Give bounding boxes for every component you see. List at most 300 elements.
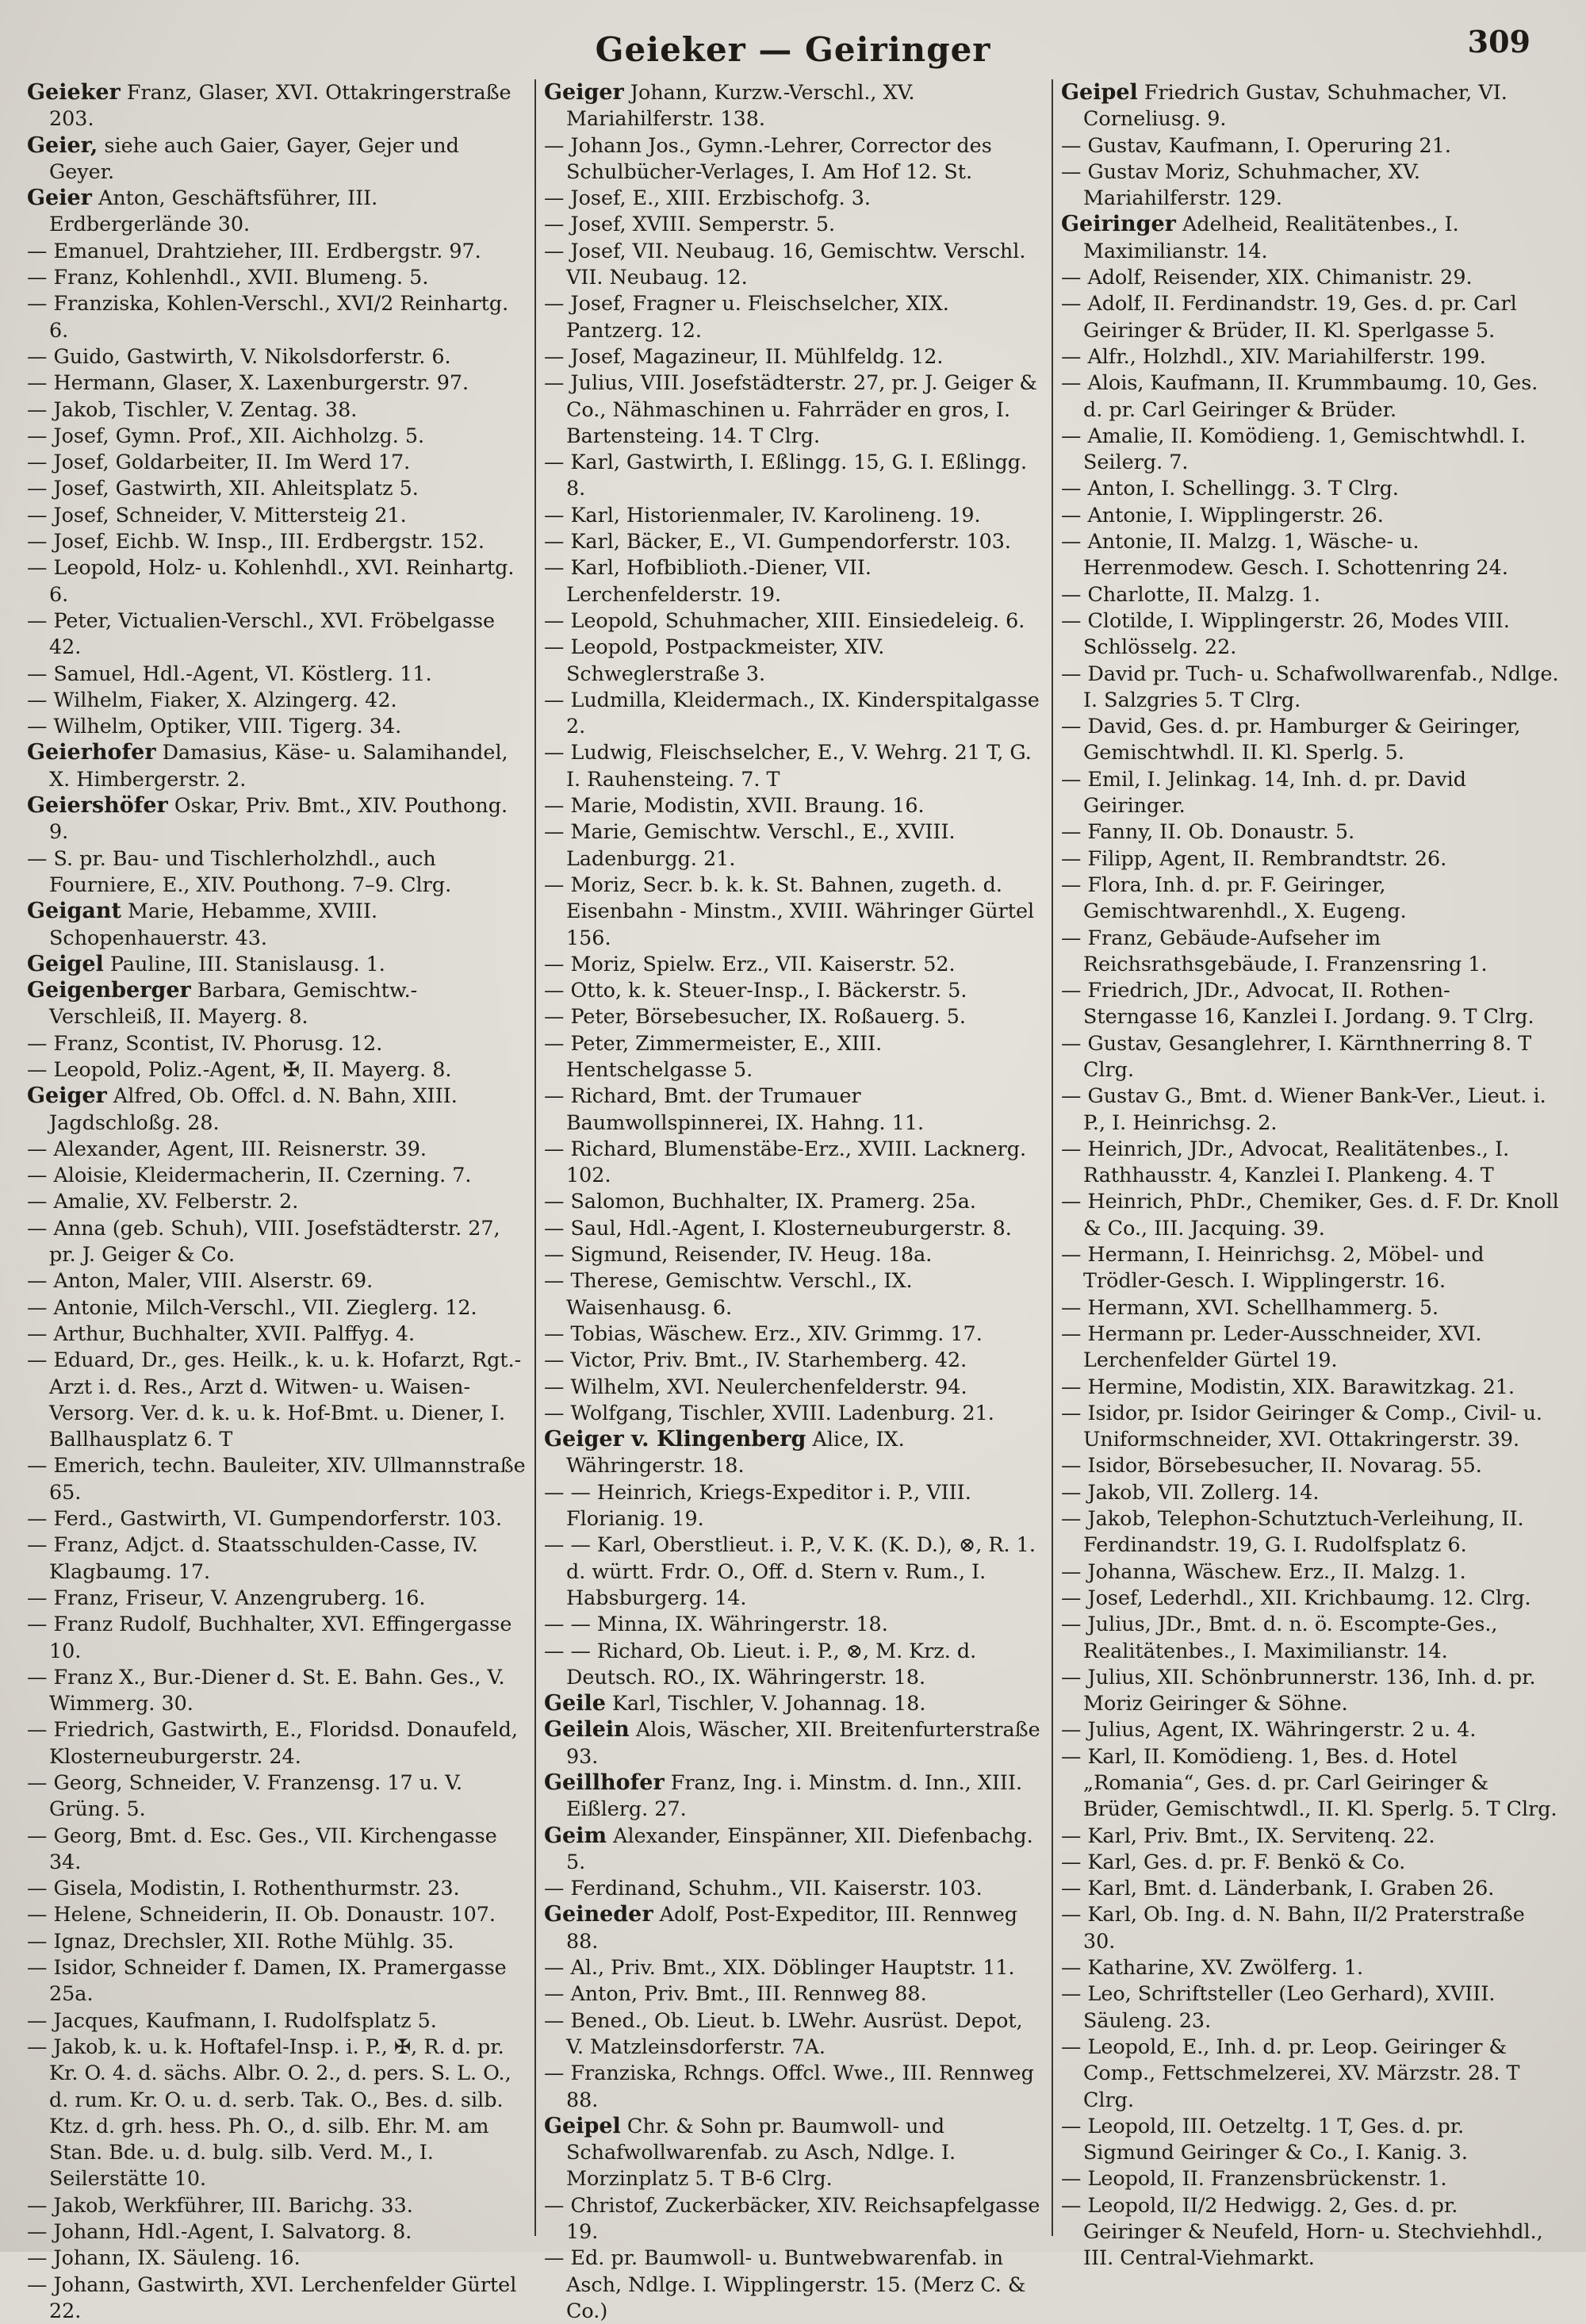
- entry-text: — Leopold, Holz- u. Kohlenhdl., XVI. Reinhartg. 6.: [27, 555, 515, 606]
- entry-text: — Franz, Adjct. d. Staatsschulden-Casse, IV. Klagbaumg. 17.: [27, 1532, 478, 1583]
- directory-entry: [1061, 1743, 1561, 1823]
- directory-entry: [544, 819, 1044, 872]
- directory-entry: [544, 608, 1044, 634]
- directory-entry: [27, 1611, 527, 1664]
- directory-entry: [1061, 819, 1561, 845]
- directory-entry: [1061, 2192, 1561, 2272]
- directory-entry: [27, 1083, 527, 1136]
- directory-entry: [544, 1083, 1044, 1136]
- entry-text: — Isidor, Börsebesucher, II. Novarag. 55.: [1061, 1453, 1482, 1478]
- directory-entry: [27, 1585, 527, 1611]
- entry-text: — Heinrich, PhDr., Chemiker, Ges. d. F. Dr. Knoll & Co., III. Jacquing. 39.: [1061, 1189, 1559, 1240]
- entry-text: — Franz Rudolf, Buchhalter, XVI. Effingergasse 10.: [27, 1612, 512, 1662]
- directory-entry: [27, 1321, 527, 1347]
- entry-text: — Alexander, Agent, III. Reisnerstr. 39.: [27, 1136, 427, 1160]
- entry-text: — Johann, Gastwirth, XVI. Lerchenfelder Gürtel 22.: [27, 2272, 517, 2322]
- entry-text: — — Karl, Oberstlieut. i. P., V. K. (K. D.), ⊗, R. 1. d. württ. Frdr. O., Off. d. Stern v. Rum., I. Habsburgerg. 14.: [544, 1532, 1036, 1609]
- entry-text: — Karl, Hofbiblioth.-Diener, VII. Lerchenfelderstr. 19.: [544, 555, 872, 606]
- directory-entry: [27, 343, 527, 370]
- entry-text: — Heinrich, JDr., Advocat, Realitätenbes., I. Rathhausstr. 4, Kanzlei I. Plankeng. 4. T: [1061, 1136, 1510, 1187]
- entry-text: Friedrich Gustav, Schuhmacher, VI. Corneliusg. 9.: [1083, 80, 1507, 131]
- directory-entry: [544, 634, 1044, 687]
- directory-entry: [27, 1875, 527, 1901]
- entry-text: — Peter, Victualien-Verschl., XVI. Fröbelgasse 42.: [27, 608, 496, 659]
- entry-text: Anton, Geschäftsführer, III. Erdbergerlände 30.: [49, 186, 378, 236]
- directory-entry: [1061, 1559, 1561, 1585]
- entry-text: — Georg, Schneider, V. Franzensg. 17 u. V. Grüng. 5.: [27, 1770, 463, 1821]
- entry-text: — Franz, Scontist, IV. Phorusg. 12.: [27, 1030, 383, 1055]
- entry-text: Alfred, Ob. Offcl. d. N. Bahn, XIII. Jagdschloßg. 28.: [49, 1083, 458, 1134]
- entry-text: — Isidor, Schneider f. Damen, IX. Pramergasse 25a.: [27, 1955, 507, 2006]
- entry-text: — Victor, Priv. Bmt., IV. Starhemberg. 42.: [544, 1348, 967, 1372]
- directory-entry: [27, 661, 527, 687]
- entry-surname: Geiger v. Klingenberg: [544, 1427, 806, 1452]
- page-header: [24, 22, 1562, 78]
- entry-text: — Moriz, Spielw. Erz., VII. Kaiserstr. 52.: [544, 951, 956, 976]
- entry-surname: Geier,: [27, 132, 98, 158]
- entry-text: Adelheid, Realitätenbes., I. Maximilianstr. 14.: [1083, 212, 1459, 263]
- directory-entry: [1061, 1716, 1561, 1743]
- entry-text: — Clotilde, I. Wipplingerstr. 26, Modes VIII. Schlösselg. 22.: [1061, 608, 1510, 659]
- entry-text: — Peter, Zimmermeister, E., XIII. Hentschelgasse 5.: [544, 1030, 883, 1081]
- entry-text: — Therese, Gemischtw. Verschl., IX. Waisenhausg. 6.: [544, 1268, 913, 1319]
- entry-text: — Friedrich, Gastwirth, E., Floridsd. Donaufeld, Klosterneuburgerstr. 24.: [27, 1717, 518, 1768]
- directory-entry: [27, 475, 527, 501]
- entry-text: — Aloisie, Kleidermacherin, II. Czerning. 7.: [27, 1163, 472, 1187]
- entry-text: — Samuel, Hdl.-Agent, VI. Köstlerg. 11.: [27, 661, 432, 685]
- entry-text: — Christof, Zuckerbäcker, XIV. Reichsapfelgasse 19.: [544, 2192, 1040, 2244]
- entry-text: — Gustav, Gesanglehrer, I. Kärnthnerring 8. T Clrg.: [1061, 1030, 1532, 1081]
- directory-entry: [1061, 528, 1561, 581]
- entry-text: — Franziska, Rchngs. Offcl. Wwe., III. Rennweg 88.: [544, 2061, 1034, 2111]
- entry-text: — Gisela, Modistin, I. Rothenthurmstr. 23.: [27, 1876, 460, 1900]
- directory-entry: [1061, 1981, 1561, 2034]
- entry-text: — Karl, Ges. d. pr. F. Benkö & Co.: [1061, 1849, 1406, 1873]
- directory-entry: [27, 792, 527, 846]
- directory-entry: [544, 554, 1044, 608]
- directory-columns: [21, 79, 1569, 2322]
- entry-text: — Karl, II. Komödieng. 1, Bes. d. Hotel „Romania“, Ges. d. pr. Carl Geiringer & Brüder, Gemischtwdl., II. Kl. Sperlg. 5. T Clrg.: [1061, 1743, 1557, 1821]
- entry-text: Damasius, Käse- u. Salamihandel, X. Himbergerstr. 2.: [49, 740, 508, 791]
- entry-surname: Geilein: [544, 1717, 630, 1743]
- directory-entry: [544, 1321, 1044, 1347]
- directory-entry: [1061, 1823, 1561, 1849]
- directory-entry: [27, 1954, 527, 2008]
- directory-entry: [544, 1426, 1044, 1479]
- entry-text: — Adolf, II. Ferdinandstr. 19, Ges. d. pr. Carl Geiringer & Brüder, II. Kl. Sperlgasse 5.: [1061, 291, 1517, 342]
- entry-surname: Geierhofer: [27, 740, 156, 765]
- directory-entry: [27, 1532, 527, 1585]
- directory-entry: [544, 1400, 1044, 1426]
- entry-text: — Alois, Kaufmann, II. Krummbaumg. 10, Ges. d. pr. Carl Geiringer & Brüder.: [1061, 370, 1538, 421]
- entry-text: — Josef, Magazineur, II. Mühlfeldg. 12.: [544, 343, 944, 368]
- directory-entry: [544, 1875, 1044, 1901]
- entry-text: — Isidor, pr. Isidor Geiringer & Comp., Civil- u. Uniformschneider, XVI. Ottakringerstr. 39.: [1061, 1400, 1543, 1452]
- directory-entry: [1061, 977, 1561, 1030]
- entry-text: — Helene, Schneiderin, II. Ob. Donaustr. 107.: [27, 1902, 496, 1927]
- entry-surname: Geigel: [27, 951, 104, 976]
- directory-entry: [544, 1770, 1044, 1823]
- entry-surname: Geiger: [544, 80, 624, 105]
- entry-text: Franz, Ing. i. Minstm. d. Inn., XIII. Eißlerg. 27.: [566, 1770, 1023, 1821]
- directory-entry: [27, 1452, 527, 1505]
- directory-entry: [27, 370, 527, 396]
- directory-entry: [1061, 1875, 1561, 1901]
- directory-entry: [1061, 1374, 1561, 1400]
- directory-entry: [27, 2034, 527, 2192]
- directory-entry: [27, 79, 527, 132]
- directory-entry: [27, 951, 527, 977]
- directory-entry: [1061, 1030, 1561, 1083]
- entry-text: — Charlotte, II. Malzg. 1.: [1061, 581, 1320, 606]
- entry-text: Alois, Wäscher, XII. Breitenfurterstraße 93.: [566, 1717, 1040, 1768]
- directory-entry: [27, 423, 527, 449]
- entry-text: — Leopold, E., Inh. d. pr. Leop. Geiringer & Comp., Fettschmelzerei, XV. Märzstr. 28. T Clrg.: [1061, 2034, 1520, 2111]
- directory-entry: [27, 2008, 527, 2034]
- directory-entry: [544, 1188, 1044, 1214]
- entry-text: — Johann, Hdl.-Agent, I. Salvatorg. 8.: [27, 2219, 412, 2244]
- directory-entry: [27, 713, 527, 739]
- entry-text: — Emanuel, Drahtzieher, III. Erdbergstr. 97.: [27, 238, 481, 263]
- directory-entry: [1061, 766, 1561, 819]
- entry-surname: Geineder: [544, 1902, 653, 1927]
- directory-entry: [27, 1901, 527, 1927]
- entry-text: — Fanny, II. Ob. Donaustr. 5.: [1061, 819, 1355, 844]
- directory-entry: [27, 608, 527, 661]
- directory-entry: [544, 951, 1044, 977]
- directory-entry: [544, 1267, 1044, 1321]
- entry-text: — Julius, JDr., Bmt. d. n. ö. Escompte-Ges., Realitätenbes., I. Maximilianstr. 14.: [1061, 1612, 1498, 1662]
- directory-entry: [544, 1374, 1044, 1400]
- entry-text: — Emil, I. Jelinkag. 14, Inh. d. pr. David Geiringer.: [1061, 766, 1467, 818]
- entry-text: — Wolfgang, Tischler, XVIII. Ladenburg. 21.: [544, 1400, 994, 1425]
- entry-text: — Julius, VIII. Josefstädterstr. 27, pr. J. Geiger & Co., Nähmaschinen u. Fahrräder en gros, I. Bartensteing. 14. T Clrg.: [544, 370, 1038, 447]
- entry-text: Oskar, Priv. Bmt., XIV. Pouthong. 9.: [49, 793, 508, 844]
- page-title: Geieker — Geiringer: [595, 30, 991, 69]
- directory-entry: [544, 687, 1044, 740]
- entry-text: — Hermine, Modistin, XIX. Barawitzkag. 21.: [1061, 1374, 1515, 1398]
- directory-entry: [1061, 872, 1561, 925]
- directory-entry: [27, 1136, 527, 1162]
- entry-text: — Arthur, Buchhalter, XVII. Palffyg. 4.: [27, 1321, 416, 1345]
- entry-surname: Geim: [544, 1823, 607, 1848]
- entry-text: — Ludmilla, Kleidermach., IX. Kinderspitalgasse 2.: [544, 687, 1040, 738]
- directory-entry: [1061, 290, 1561, 343]
- directory-entry: [1061, 1479, 1561, 1505]
- entry-text: — Eduard, Dr., ges. Heilk., k. u. k. Hofarzt, Rgt.-Arzt i. d. Res., Arzt d. Witwen- u. Waisen-Versorg. Ver. d. k. u. k. Hof-Bmt. u. Diener, I. Ballhausplatz 6. T: [27, 1348, 522, 1452]
- directory-entry: [1061, 475, 1561, 501]
- directory-entry: [1061, 264, 1561, 290]
- directory-entry: [544, 528, 1044, 554]
- entry-text: — Antonie, I. Wipplingerstr. 26.: [1061, 502, 1384, 527]
- entry-text: — — Richard, Ob. Lieut. i. P., ⊗, M. Krz. d. Deutsch. RO., IX. Währingerstr. 18.: [544, 1638, 977, 1689]
- directory-entry: [27, 687, 527, 713]
- directory-entry: [544, 1954, 1044, 1981]
- directory-entry: [27, 397, 527, 423]
- entry-text: Marie, Hebamme, XVIII. Schopenhauerstr. 43.: [49, 899, 378, 949]
- directory-entry: [27, 2272, 527, 2324]
- entry-text: — Hermann pr. Leder-Ausschneider, XVI. Lerchenfelder Gürtel 19.: [1061, 1321, 1482, 1372]
- entry-text: — Filipp, Agent, II. Rembrandtstr. 26.: [1061, 846, 1447, 870]
- directory-entry: [544, 2245, 1044, 2324]
- entry-text: — Jacques, Kaufmann, I. Rudolfsplatz 5.: [27, 2008, 437, 2032]
- directory-entry: [1061, 1188, 1561, 1241]
- entry-text: — Johann, IX. Säuleng. 16.: [27, 2245, 301, 2270]
- entry-text: — Anton, Maler, VIII. Alserstr. 69.: [27, 1268, 374, 1293]
- directory-entry: [544, 132, 1044, 186]
- entry-text: — Josef, Schneider, V. Mittersteig 21.: [27, 502, 407, 527]
- directory-entry: [1061, 1321, 1561, 1374]
- entry-text: — Adolf, Reisender, XIX. Chimanistr. 29.: [1061, 265, 1473, 290]
- entry-text: — David pr. Tuch- u. Schafwollwarenfab., Ndlge. I. Salzgries 5. T Clrg.: [1061, 661, 1559, 711]
- entry-text: — — Minna, IX. Währingerstr. 18.: [544, 1612, 888, 1636]
- entry-text: — Jakob, Werkführer, III. Barichg. 33.: [27, 2192, 413, 2217]
- entry-text: — Anna (geb. Schuh), VIII. Josefstädterstr. 27, pr. J. Geiger & Co.: [27, 1215, 500, 1267]
- entry-text: — Franz X., Bur.-Diener d. St. E. Bahn. Ges., V. Wimmerg. 30.: [27, 1664, 505, 1716]
- entry-text: — Jakob, VII. Zollerg. 14.: [1061, 1479, 1320, 1504]
- directory-entry: [544, 449, 1044, 502]
- directory-entry: [544, 2060, 1044, 2113]
- directory-entry: [27, 739, 527, 792]
- directory-entry: [1061, 423, 1561, 476]
- directory-entry: [544, 1611, 1044, 1637]
- directory-entry: [544, 1532, 1044, 1611]
- entry-text: — Richard, Bmt. der Trumauer Baumwollspinnerei, IX. Hahng. 11.: [544, 1083, 925, 1134]
- entry-text: — Flora, Inh. d. pr. F. Geiringer, Gemischtwarenhdl., X. Eugeng.: [1061, 872, 1407, 923]
- directory-entry: [544, 1215, 1044, 1241]
- directory-entry: [27, 264, 527, 290]
- directory-entry: [1061, 502, 1561, 528]
- entry-text: — Josef, Eichb. W. Insp., III. Erdbergstr. 152.: [27, 529, 485, 554]
- entry-text: — Anton, I. Schellingg. 3. T Clrg.: [1061, 476, 1399, 500]
- entry-surname: Geieker: [27, 80, 121, 105]
- directory-entry: [1061, 1849, 1561, 1875]
- entry-text: — — Heinrich, Kriegs-Expeditor i. P., VIII. Florianig. 19.: [544, 1479, 971, 1531]
- entry-text: siehe auch Gaier, Gayer, Gejer und Geyer.: [49, 132, 459, 183]
- entry-surname: Geiger: [27, 1083, 107, 1109]
- directory-entry: [1061, 132, 1561, 159]
- directory-entry: [1061, 713, 1561, 766]
- entry-surname: Geier: [27, 186, 92, 211]
- entry-text: — Josef, Fragner u. Fleischselcher, XIX. Pantzerg. 12.: [544, 291, 949, 342]
- directory-entry: [1061, 925, 1561, 978]
- directory-entry: [27, 2245, 527, 2271]
- directory-entry: [1061, 1611, 1561, 1664]
- entry-text: — Moriz, Secr. b. k. k. St. Bahnen, zugeth. d. Eisenbahn - Minstm., XVIII. Währinger Gürtel 156.: [544, 872, 1035, 949]
- directory-entry: [27, 1267, 527, 1294]
- entry-text: — Leopold, II. Franzensbrückenstr. 1.: [1061, 2166, 1447, 2191]
- directory-entry: [544, 792, 1044, 819]
- directory-entry: [27, 1215, 527, 1268]
- entry-surname: Geipel: [544, 2113, 621, 2138]
- entry-text: — Guido, Gastwirth, V. Nikolsdorferstr. 6.: [27, 343, 451, 368]
- directory-entry: [544, 872, 1044, 951]
- directory-entry: [27, 977, 527, 1030]
- directory-entry: [1061, 79, 1561, 132]
- entry-text: — Jakob, Tischler, V. Zentag. 38.: [27, 397, 358, 421]
- entry-text: — David, Ges. d. pr. Hamburger & Geiringer, Gemischtwhdl. II. Kl. Sperlg. 5.: [1061, 714, 1521, 765]
- directory-entry: [27, 1347, 527, 1452]
- directory-entry: [27, 132, 527, 186]
- entry-text: — Peter, Börsebesucher, IX. Roßauerg. 5.: [544, 1004, 966, 1029]
- entry-text: — Amalie, II. Komödieng. 1, Gemischtwhdl. I. Seilerg. 7.: [1061, 423, 1527, 474]
- directory-entry: [1061, 1505, 1561, 1559]
- directory-entry: [1061, 1901, 1561, 1954]
- directory-entry: [1061, 370, 1561, 423]
- entry-text: — Anton, Priv. Bmt., III. Rennweg 88.: [544, 1981, 927, 2006]
- directory-column-1: [21, 79, 534, 2322]
- directory-entry: [544, 370, 1044, 449]
- entry-text: — Antonie, Milch-Verschl., VII. Zieglerg. 12.: [27, 1294, 477, 1319]
- entry-text: — Amalie, XV. Felberstr. 2.: [27, 1189, 299, 1214]
- directory-entry: [27, 1928, 527, 1954]
- entry-text: — Josef, XVIII. Semperstr. 5.: [544, 212, 836, 236]
- directory-entry: [544, 290, 1044, 343]
- entry-text: — Leopold, III. Oetzeltg. 1 T, Ges. d. pr. Sigmund Geiringer & Co., I. Kanig. 3.: [1061, 2113, 1468, 2165]
- entry-text: — Katharine, XV. Zwölferg. 1.: [1061, 1955, 1364, 1980]
- entry-text: — Karl, Ob. Ing. d. N. Bahn, II/2 Praterstraße 30.: [1061, 1902, 1525, 1953]
- entry-text: Barbara, Gemischtw.-Verschleiß, II. Mayerg. 8.: [49, 978, 418, 1029]
- directory-entry: [544, 502, 1044, 528]
- entry-text: — Wilhelm, Optiker, VIII. Tigerg. 34.: [27, 714, 402, 738]
- directory-entry: [1061, 211, 1561, 264]
- directory-entry: [1061, 159, 1561, 212]
- entry-text: — Otto, k. k. Steuer-Insp., I. Bäckerstr. 5.: [544, 978, 967, 1003]
- entry-text: — Franz, Friseur, V. Anzengruberg. 16.: [27, 1585, 426, 1609]
- entry-text: — Leopold, Schuhmacher, XIII. Einsiedeleig. 6.: [544, 608, 1025, 632]
- directory-entry: [544, 1690, 1044, 1716]
- directory-entry: [1061, 1452, 1561, 1478]
- entry-text: Franz, Glaser, XVI. Ottakringerstraße 203.: [49, 80, 511, 131]
- directory-entry: [544, 79, 1044, 132]
- entry-text: — Karl, Bmt. d. Länderbank, I. Graben 26.: [1061, 1876, 1495, 1900]
- directory-entry: [27, 1823, 527, 1876]
- entry-text: — Johann Jos., Gymn.-Lehrer, Corrector des Schulbücher-Verlages, I. Am Hof 12. St.: [544, 132, 992, 183]
- entry-text: — Hermann, XVI. Schellhammerg. 5.: [1061, 1294, 1439, 1319]
- directory-entry: [544, 1241, 1044, 1267]
- entry-text: — Wilhelm, Fiaker, X. Alzingerg. 42.: [27, 687, 397, 711]
- directory-entry: [544, 1823, 1044, 1876]
- directory-entry: [27, 1030, 527, 1057]
- entry-text: — Leo, Schriftsteller (Leo Gerhard), XVIII. Säuleng. 23.: [1061, 1981, 1496, 2032]
- entry-text: — Gustav G., Bmt. d. Wiener Bank-Ver., Lieut. i. P., I. Heinrichsg. 2.: [1061, 1083, 1546, 1134]
- directory-entry: [544, 2113, 1044, 2192]
- directory-entry: [1061, 1400, 1561, 1453]
- entry-text: — Ferd., Gastwirth, VI. Gumpendorferstr. 103.: [27, 1506, 503, 1531]
- entry-text: — Leopold, Postpackmeister, XIV. Schweglerstraße 3.: [544, 635, 885, 685]
- entry-text: — Hermann, I. Heinrichsg. 2, Möbel- und Trödler-Gesch. I. Wipplingerstr. 16.: [1061, 1242, 1484, 1293]
- directory-entry: [544, 1901, 1044, 1954]
- entry-text: — Josef, VII. Neubaug. 16, Gemischtw. Verschl. VII. Neubaug. 12.: [544, 238, 1026, 290]
- entry-text: Alexander, Einspänner, XII. Diefenbachg. 5.: [566, 1823, 1033, 1873]
- entry-text: — Georg, Bmt. d. Esc. Ges., VII. Kirchengasse 34.: [27, 1823, 497, 1873]
- entry-text: — Salomon, Buchhalter, IX. Pramerg. 25a.: [544, 1189, 976, 1214]
- directory-entry: [544, 2008, 1044, 2061]
- entry-text: — Franz, Gebäude-Aufseher im Reichsrathsgebäude, I. Franzensring 1.: [1061, 925, 1488, 976]
- directory-entry: [27, 1294, 527, 1321]
- directory-entry: [27, 502, 527, 528]
- directory-entry: [544, 1347, 1044, 1373]
- entry-text: — Marie, Gemischtw. Verschl., E., XVIII. Ladenburgg. 21.: [544, 819, 956, 870]
- entry-text: — Julius, Agent, IX. Währingerstr. 2 u. 4.: [1061, 1717, 1477, 1742]
- entry-text: — Ludwig, Fleischselcher, E., V. Wehrg. 21 T, G. I. Rauhensteing. 7. T: [544, 740, 1032, 791]
- directory-entry: [27, 846, 527, 899]
- directory-entry: [27, 1057, 527, 1083]
- directory-entry: [544, 977, 1044, 1003]
- entry-text: — Julius, XII. Schönbrunnerstr. 136, Inh. d. pr. Moriz Geiringer & Söhne.: [1061, 1664, 1536, 1716]
- directory-entry: [27, 528, 527, 554]
- entry-surname: Geipel: [1061, 80, 1138, 105]
- directory-entry: [1061, 661, 1561, 714]
- entry-surname: Geillhofer: [544, 1770, 665, 1795]
- directory-entry: [27, 1770, 527, 1823]
- entry-text: Adolf, Post-Expeditor, III. Rennweg 88.: [566, 1902, 1018, 1953]
- entry-text: Pauline, III. Stanislausg. 1.: [109, 951, 385, 976]
- directory-entry: [1061, 2113, 1561, 2166]
- entry-text: Chr. & Sohn pr. Baumwoll- und Schafwollwarenfab. zu Asch, Ndlge. I. Morzinplatz 5. T B-6 Clrg.: [566, 2113, 956, 2191]
- entry-text: — Jakob, Telephon-Schutztuch-Verleihung, II. Ferdinandstr. 19, G. I. Rudolfsplatz 6.: [1061, 1506, 1524, 1557]
- directory-entry: [544, 1638, 1044, 1691]
- entry-text: — Franz, Kohlenhdl., XVII. Blumeng. 5.: [27, 265, 429, 290]
- entry-text: — Richard, Blumenstäbe-Erz., XVIII. Lacknerg. 102.: [544, 1136, 1027, 1187]
- entry-text: — Bened., Ob. Lieut. b. LWehr. Ausrüst. Depot, V. Matzleinsdorferstr. 7A.: [544, 2008, 1023, 2058]
- directory-entry: [544, 211, 1044, 237]
- directory-entry: [1061, 1136, 1561, 1189]
- directory-entry: [1061, 2165, 1561, 2192]
- entry-text: — Ignaz, Drechsler, XII. Rothe Mühlg. 35.: [27, 1928, 454, 1953]
- entry-text: — Antonie, II. Malzg. 1, Wäsche- u. Herrenmodew. Gesch. I. Schottenring 24.: [1061, 529, 1508, 580]
- directory-entry: [27, 554, 527, 608]
- entry-text: — Josef, Goldarbeiter, II. Im Werd 17.: [27, 450, 411, 474]
- directory-entry: [1061, 1954, 1561, 1981]
- directory-entry: [27, 290, 527, 343]
- entry-text: — Leopold, II/2 Hedwigg. 2, Ges. d. pr. Geiringer & Neufeld, Horn- u. Stechviehhdl., III. Central-Viehmarkt.: [1061, 2192, 1543, 2270]
- directory-entry: [544, 1030, 1044, 1083]
- directory-entry: [544, 185, 1044, 211]
- entry-text: Alice, IX. Währingerstr. 18.: [566, 1427, 905, 1478]
- directory-entry: [1061, 1585, 1561, 1611]
- directory-entry: [27, 238, 527, 264]
- entry-text: — Al., Priv. Bmt., XIX. Döblinger Hauptstr. 11.: [544, 1955, 1015, 1980]
- entry-text: — Ferdinand, Schuhm., VII. Kaiserstr. 103.: [544, 1876, 983, 1900]
- directory-entry: [1061, 581, 1561, 608]
- entry-text: — Saul, Hdl.-Agent, I. Klosterneuburgerstr. 8.: [544, 1215, 1012, 1240]
- directory-entry: [27, 449, 527, 475]
- directory-entry: [544, 1716, 1044, 1770]
- directory-entry: [1061, 1241, 1561, 1294]
- entry-text: — Josef, E., XIII. Erzbischofg. 3.: [544, 186, 872, 210]
- entry-text: — Karl, Historienmaler, IV. Karolineng. 19.: [544, 502, 981, 527]
- directory-entry: [27, 1664, 527, 1717]
- entry-text: — Karl, Priv. Bmt., IX. Servitenq. 22.: [1061, 1823, 1435, 1847]
- directory-entry: [544, 1479, 1044, 1532]
- directory-entry: [1061, 1664, 1561, 1717]
- directory-entry: [27, 898, 527, 951]
- entry-surname: Geile: [544, 1691, 606, 1716]
- directory-entry: [27, 1716, 527, 1770]
- entry-text: — Karl, Bäcker, E., VI. Gumpendorferstr. 103.: [544, 529, 1011, 554]
- directory-column-2: [534, 79, 1052, 2322]
- entry-surname: Geiringer: [1061, 212, 1176, 237]
- entry-text: — Josef, Lederhdl., XII. Krichbaumg. 12. Clrg.: [1061, 1585, 1531, 1609]
- entry-text: — Friedrich, JDr., Advocat, II. Rothen-Sterngasse 16, Kanzlei I. Jordang. 9. T Clrg.: [1061, 978, 1534, 1029]
- directory-entry: [544, 1136, 1044, 1189]
- directory-entry: [27, 2219, 527, 2245]
- directory-entry: [27, 1505, 527, 1532]
- directory-entry: [544, 343, 1044, 370]
- entry-text: — S. pr. Bau- und Tischlerholzhdl., auch Fourniere, E., XIV. Pouthong. 7–9. Clrg.: [27, 846, 452, 896]
- entry-surname: Geigant: [27, 899, 121, 924]
